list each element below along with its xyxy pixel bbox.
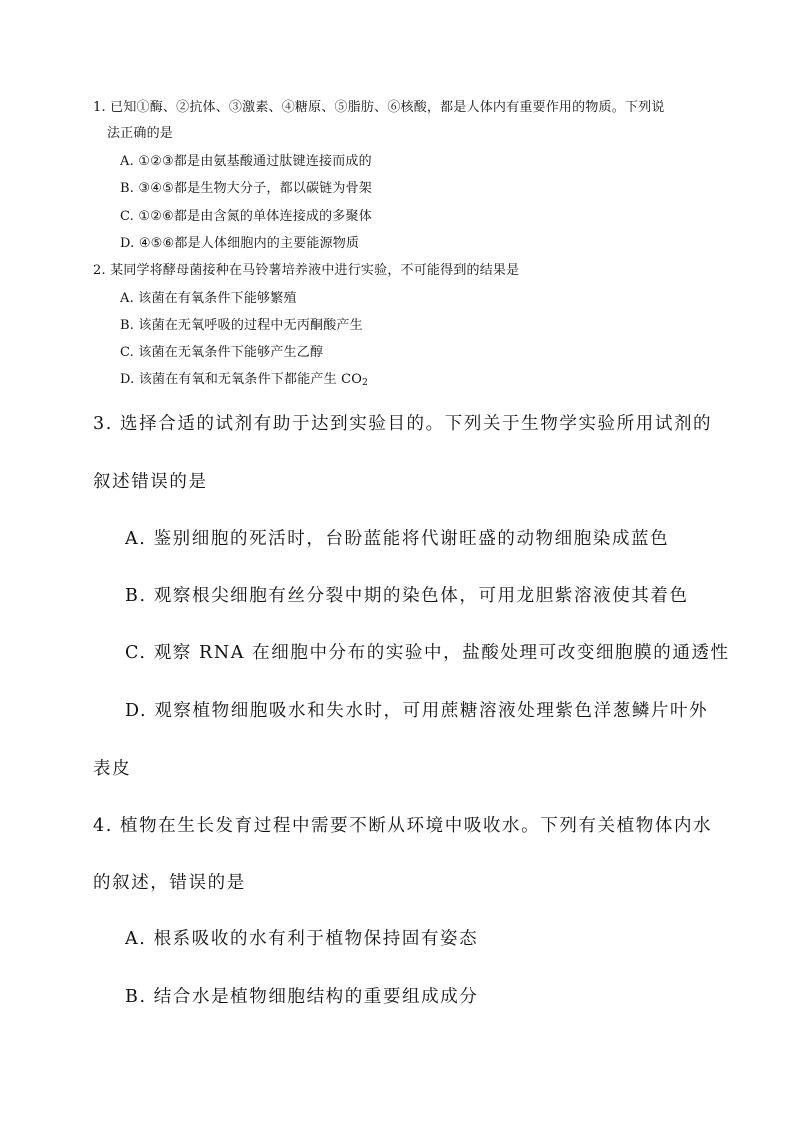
q3-option-c: C. 观察 RNA 在细胞中分布的实验中，盐酸处理可改变细胞膜的通透性 xyxy=(125,643,730,663)
q1-option-d: D. ④⑤⑥都是人体细胞内的主要能源物质 xyxy=(120,236,360,251)
q4-option-b: B. 结合水是植物细胞结构的重要组成成分 xyxy=(125,987,479,1007)
q2-option-b: B. 该菌在无氧呼吸的过程中无丙酮酸产生 xyxy=(120,318,363,333)
q1-option-b: B. ③④⑤都是生物大分子，都以碳链为骨架 xyxy=(120,181,372,196)
q4-stem-line-1: 4. 植物在生长发育过程中需要不断从环境中吸收水。下列有关植物体内水 xyxy=(93,816,713,836)
q1-stem-line-1: 1. 已知①酶、②抗体、③激素、④糖原、⑤脂肪、⑥核酸，都是人体内有重要作用的物质。下列说 xyxy=(93,100,665,115)
q3-option-b: B. 观察根尖细胞有丝分裂中期的染色体，可用龙胆紫溶液使其着色 xyxy=(125,586,689,606)
q2-option-a: A. 该菌在有氧条件下能够繁殖 xyxy=(120,291,297,306)
q2-option-d-text: D. 该菌在有氧和无氧条件下都能产生 CO xyxy=(120,372,363,387)
q2-option-c: C. 该菌在无氧条件下能够产生乙醇 xyxy=(120,345,324,360)
q1-option-a: A. ①②③都是由氨基酸通过肽键连接而成的 xyxy=(120,154,372,169)
q1-stem-line-2: 法正确的是 xyxy=(107,126,174,141)
q3-option-d-continued: 表皮 xyxy=(93,759,132,779)
q4-option-a: A. 根系吸收的水有利于植物保持固有姿态 xyxy=(125,929,479,949)
q3-option-a: A. 鉴别细胞的死活时，台盼蓝能将代谢旺盛的动物细胞染成蓝色 xyxy=(125,529,670,549)
q2-option-d-subscript: 2 xyxy=(362,378,369,388)
q3-option-d: D. 观察植物细胞吸水和失水时，可用蔗糖溶液处理紫色洋葱鳞片叶外 xyxy=(125,701,709,721)
q3-stem-line-1: 3. 选择合适的试剂有助于达到实验目的。下列关于生物学实验所用试剂的 xyxy=(93,414,713,434)
q1-option-c: C. ①②⑥都是由含氮的单体连接成的多聚体 xyxy=(120,209,372,224)
q2-option-d xyxy=(120,368,368,388)
q2-stem-line-1: 2. 某同学将酵母菌接种在马铃薯培养液中进行实验，不可能得到的结果是 xyxy=(93,263,520,278)
q4-stem-line-2: 的叙述，错误的是 xyxy=(93,873,246,893)
q3-stem-line-2: 叙述错误的是 xyxy=(93,472,208,492)
